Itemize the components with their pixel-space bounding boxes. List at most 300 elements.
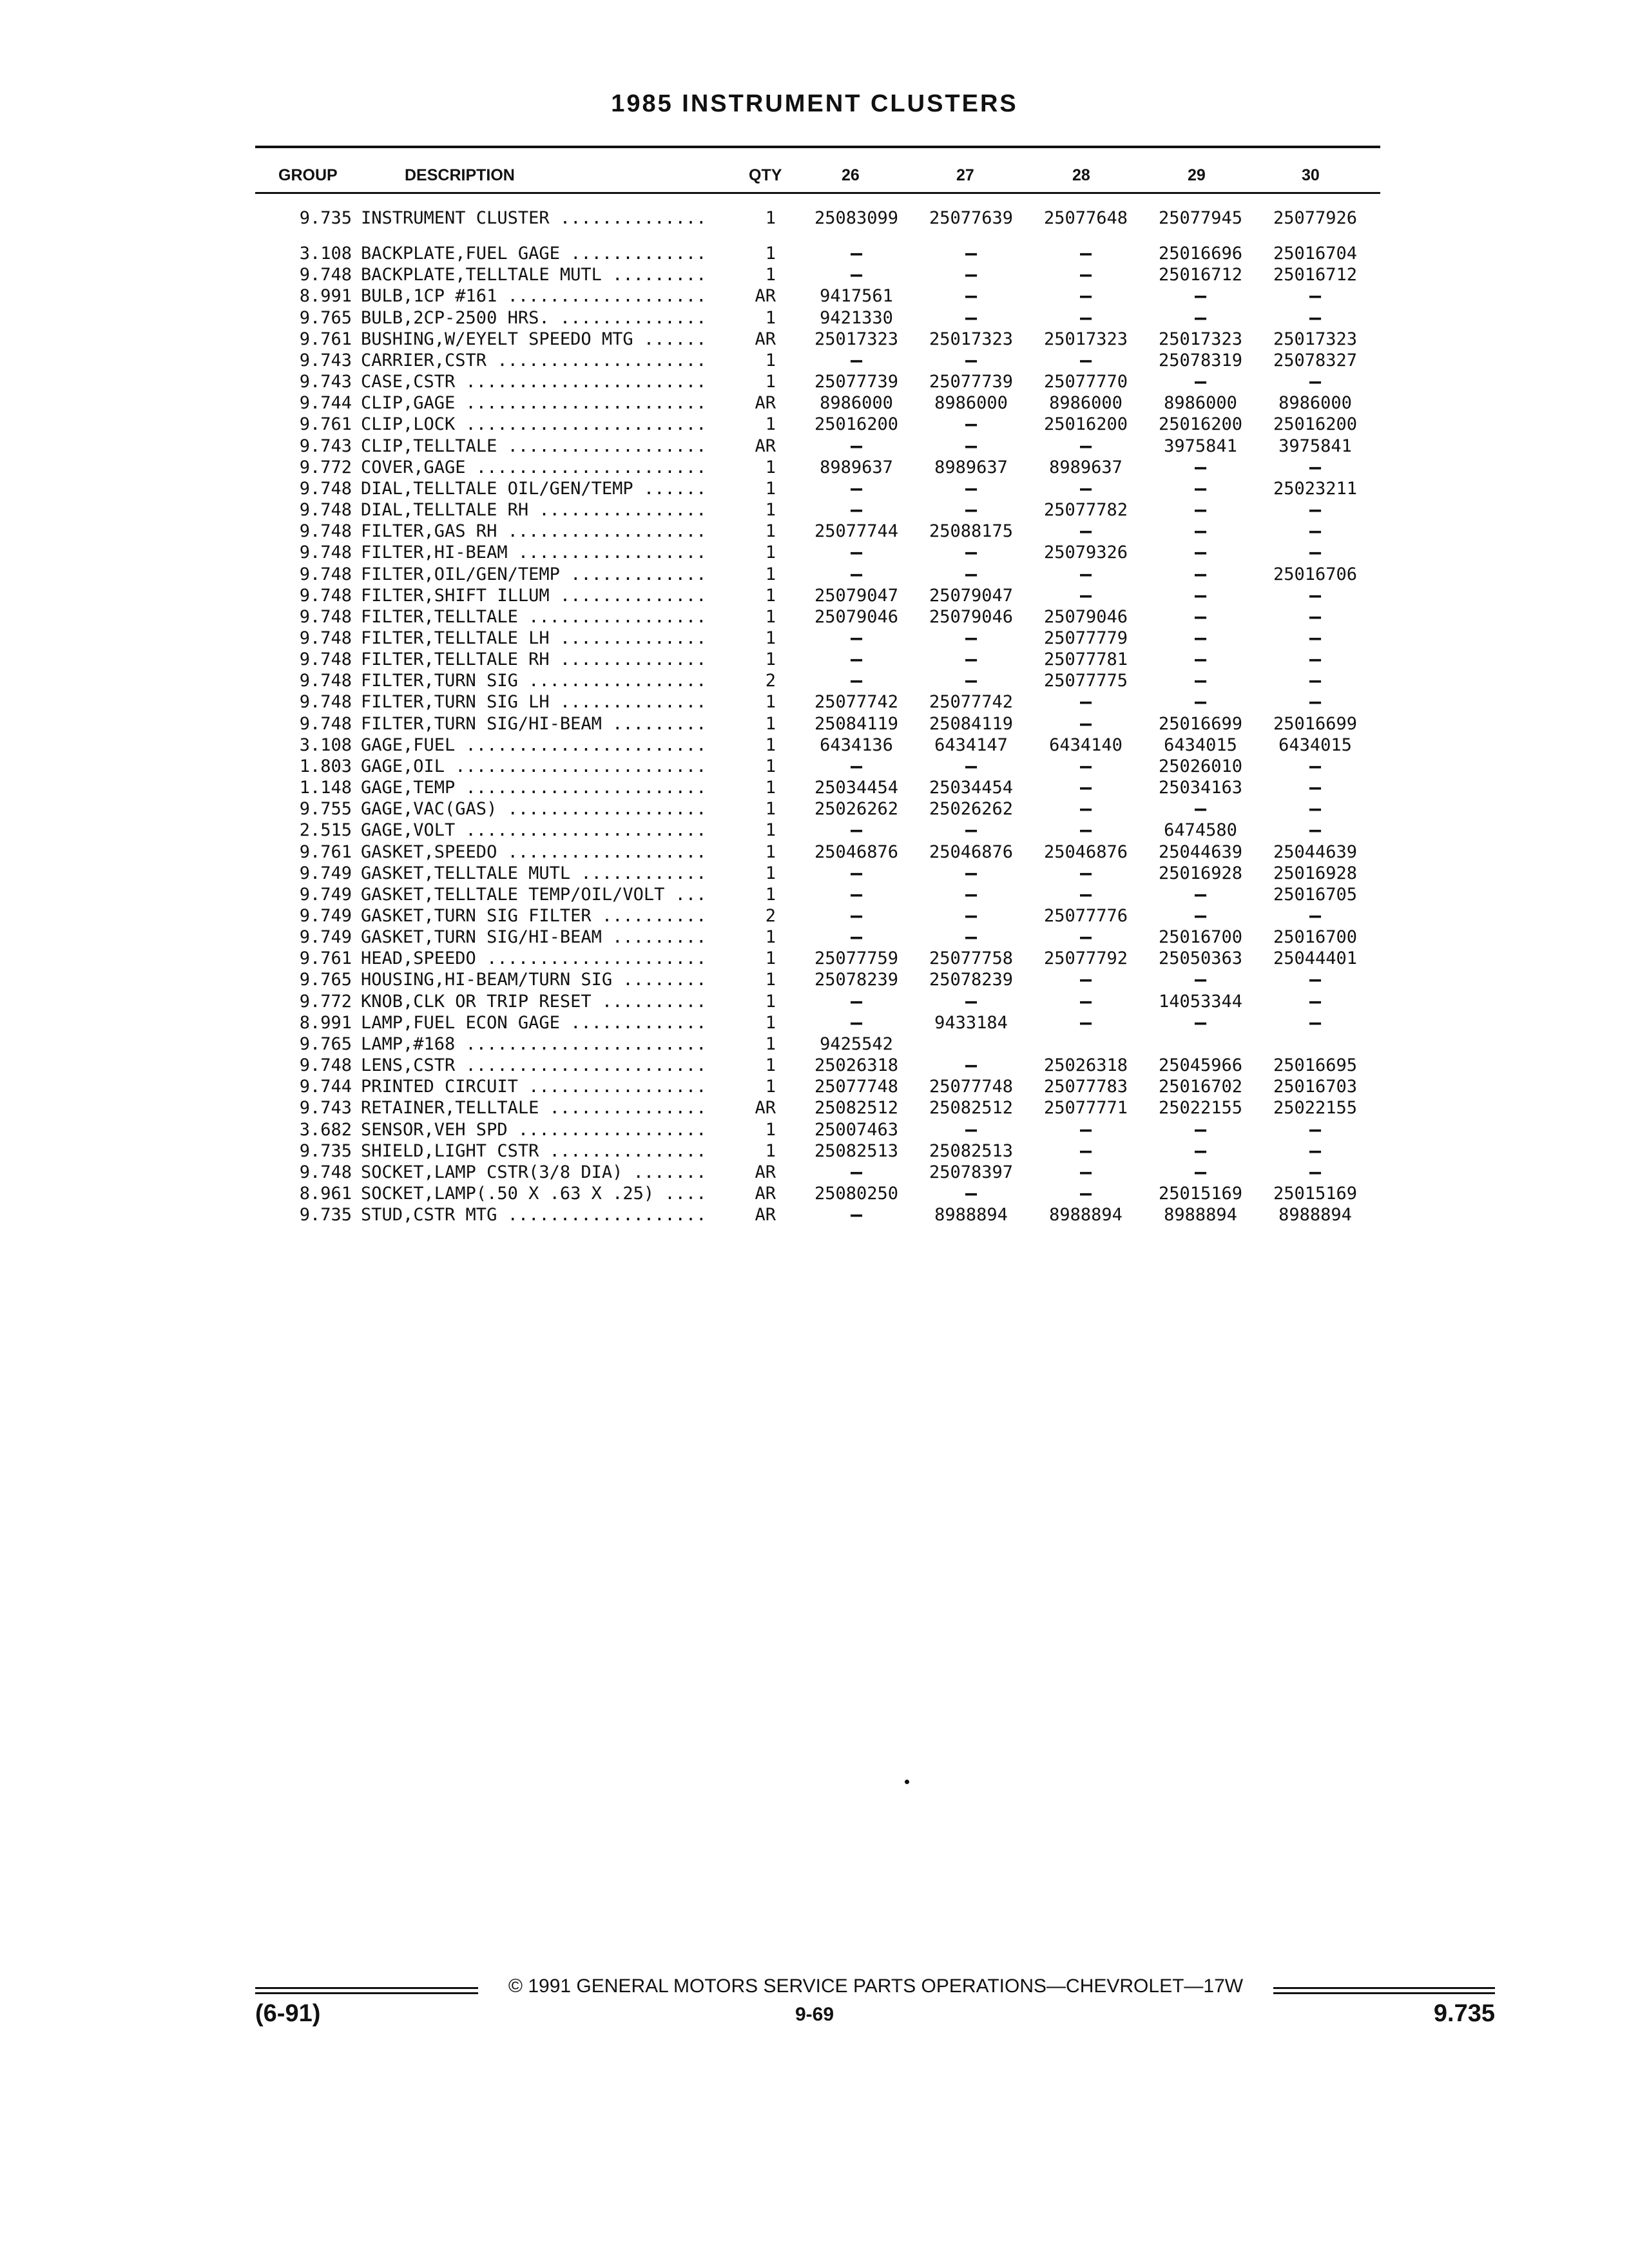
group-cell: 8.991 [299, 286, 352, 307]
description-cell: GASKET,TURN SIG/HI-BEAM ......... [361, 927, 707, 948]
footer-rule-left-lower [255, 1992, 478, 1994]
part-number-cell: 25077782 [1043, 500, 1128, 521]
header-bottom-rule [255, 192, 1380, 194]
group-cell: 2.515 [299, 820, 352, 841]
group-cell: 9.735 [299, 1205, 352, 1225]
page-number: 9-69 [795, 2004, 834, 2025]
part-number-cell: — [1079, 434, 1092, 457]
table-row [0, 991, 1629, 1012]
part-number-cell: — [1309, 776, 1322, 800]
table-row [0, 884, 1629, 905]
part-number-cell: — [1194, 798, 1207, 821]
part-number-cell: 25016200 [1158, 414, 1243, 435]
description-cell: FILTER,TURN SIG ................. [361, 671, 707, 691]
part-number-cell: 25016712 [1158, 265, 1243, 285]
table-row [0, 1119, 1629, 1140]
part-number-cell: — [1194, 605, 1207, 628]
group-cell: 9.748 [299, 649, 352, 670]
header-group: GROUP [278, 166, 338, 184]
qty-cell: 1 [747, 798, 776, 820]
group-cell: 3.108 [299, 735, 352, 755]
description-cell: RETAINER,TELLTALE ............... [361, 1098, 707, 1119]
group-cell: 3.108 [299, 244, 352, 264]
part-number-cell: 25077758 [929, 948, 1014, 969]
description-cell: SHIELD,LIGHT CSTR ............... [361, 1140, 707, 1161]
part-number-cell: 3975841 [1278, 436, 1352, 456]
part-number-cell: 25044639 [1273, 841, 1358, 862]
part-number-cell: — [1079, 776, 1092, 800]
description-cell: CLIP,GAGE ....................... [361, 393, 707, 414]
qty-cell: 1 [747, 414, 776, 435]
qty-cell: 1 [747, 841, 776, 863]
group-cell: 8.991 [299, 1012, 352, 1033]
part-number-cell: 25078239 [814, 970, 899, 990]
part-number-cell: 6434015 [1278, 735, 1352, 755]
part-number-cell: 25078319 [1158, 350, 1243, 370]
part-number-cell: 25007463 [814, 1119, 899, 1140]
part-number-cell: — [850, 990, 863, 1013]
part-number-cell: 25077770 [1043, 372, 1128, 392]
part-number-cell: — [1079, 754, 1092, 778]
qty-cell: 1 [747, 969, 776, 990]
part-number-cell: 25077748 [814, 1077, 899, 1097]
qty-cell: 1 [747, 521, 776, 542]
part-number-cell: 25082512 [929, 1098, 1014, 1119]
table-row [0, 1140, 1629, 1162]
part-number-cell: — [965, 754, 978, 778]
table-row [0, 307, 1629, 329]
part-number-cell: — [1079, 861, 1092, 885]
table-row [0, 1162, 1629, 1183]
footer-rule-right [1273, 1987, 1495, 1989]
qty-cell: 1 [747, 499, 776, 521]
part-number-cell: — [1194, 584, 1207, 607]
qty-cell: 1 [747, 542, 776, 563]
part-number-cell: — [965, 1054, 978, 1077]
part-number-cell: 25088175 [929, 521, 1014, 542]
part-number-cell: 25079046 [814, 606, 899, 627]
table-row [0, 585, 1629, 606]
qty-cell: 1 [747, 863, 776, 884]
part-number-cell: 25034163 [1158, 778, 1243, 798]
description-cell: GAGE,TEMP ....................... [361, 778, 707, 798]
part-number-cell: 25079047 [929, 585, 1014, 606]
part-number-cell: — [1194, 648, 1207, 671]
table-row [0, 436, 1629, 457]
description-cell: LAMP,FUEL ECON GAGE ............. [361, 1012, 707, 1033]
part-number-cell: — [965, 499, 978, 522]
table-row [0, 905, 1629, 927]
part-number-cell: — [965, 905, 978, 927]
table-row [0, 649, 1629, 670]
part-number-cell: 25034454 [814, 778, 899, 798]
group-cell: 9.743 [299, 1098, 352, 1119]
table-row [0, 478, 1629, 499]
part-number-cell: 25077742 [814, 692, 899, 713]
table-row [0, 628, 1629, 649]
part-number-cell: — [1309, 285, 1322, 308]
table-row [0, 756, 1629, 777]
part-number-cell: — [965, 626, 978, 649]
part-number-cell: 8986000 [1278, 393, 1352, 414]
group-cell: 9.749 [299, 927, 352, 948]
part-number-cell: 25026010 [1158, 756, 1243, 776]
qty-cell: 1 [747, 649, 776, 670]
part-number-cell: — [850, 861, 863, 885]
part-number-cell: 8986000 [820, 393, 893, 414]
part-number-cell: — [850, 819, 863, 842]
group-cell: 9.749 [299, 863, 352, 883]
part-number-cell: — [1309, 520, 1322, 543]
part-number-cell: — [1309, 541, 1322, 564]
table-row [0, 1097, 1629, 1119]
part-number-cell: 25080250 [814, 1184, 899, 1204]
description-cell: SOCKET,LAMP(.50 X .63 X .25) .... [361, 1184, 707, 1204]
part-number-cell: 25078327 [1273, 350, 1358, 370]
part-number-cell: 25016200 [814, 414, 899, 435]
group-cell: 9.748 [299, 585, 352, 606]
header-description: DESCRIPTION [405, 166, 515, 184]
part-number-cell: — [965, 926, 978, 949]
part-number-cell: 25022155 [1273, 1098, 1358, 1119]
part-number-cell: 25016704 [1273, 244, 1358, 264]
part-number-cell: 9433184 [934, 1012, 1008, 1033]
description-cell: GAGE,VAC(GAS) ................... [361, 799, 707, 820]
part-number-cell: 25077742 [929, 692, 1014, 713]
description-cell: GASKET,TELLTALE TEMP/OIL/VOLT ... [361, 884, 707, 905]
part-number-cell: — [1079, 883, 1092, 906]
part-number-cell: — [1194, 499, 1207, 522]
part-number-cell: 8986000 [1164, 393, 1237, 414]
part-number-cell: — [1194, 1011, 1207, 1034]
part-number-cell: — [965, 883, 978, 906]
qty-cell: 1 [747, 948, 776, 969]
part-number-cell: 25016695 [1273, 1055, 1358, 1076]
description-cell: BULB,2CP-2500 HRS. .............. [361, 307, 707, 328]
description-cell: BACKPLATE,FUEL GAGE ............. [361, 244, 707, 264]
part-number-cell: — [965, 648, 978, 671]
qty-cell: 2 [747, 670, 776, 691]
table-row [0, 670, 1629, 691]
table-row [0, 542, 1629, 563]
qty-cell: 1 [747, 1012, 776, 1033]
qty-cell: AR [747, 1097, 776, 1119]
part-number-cell: — [965, 285, 978, 308]
group-cell: 9.748 [299, 671, 352, 691]
qty-cell: 1 [747, 991, 776, 1012]
group-cell: 9.748 [299, 521, 352, 542]
qty-cell: AR [747, 392, 776, 414]
part-number-cell: 25077648 [1043, 208, 1128, 228]
table-row [0, 392, 1629, 414]
part-number-cell: 25077779 [1043, 628, 1128, 648]
description-cell: FILTER,TELLTALE RH .............. [361, 649, 707, 670]
part-number-cell: 25077639 [929, 208, 1014, 228]
part-number-cell: 25016705 [1273, 884, 1358, 905]
qty-cell: 1 [747, 371, 776, 392]
part-number-cell: — [1079, 264, 1092, 287]
part-number-cell: 25084119 [814, 713, 899, 734]
part-number-cell: — [1309, 626, 1322, 649]
part-number-cell: 25044401 [1273, 948, 1358, 969]
part-number-cell: 8988894 [1049, 1205, 1123, 1225]
part-number-cell: — [1079, 584, 1092, 607]
part-number-cell: 25016706 [1273, 564, 1358, 584]
group-cell: 9.743 [299, 350, 352, 370]
table-row [0, 1183, 1629, 1204]
part-number-cell: 25077759 [814, 948, 899, 969]
part-number-cell: — [1079, 691, 1092, 714]
part-number-cell: 14053344 [1158, 991, 1243, 1012]
part-number-cell: 25022155 [1158, 1098, 1243, 1119]
page-title: 1985 INSTRUMENT CLUSTERS [611, 90, 1018, 117]
group-cell: 9.735 [299, 208, 352, 228]
header-col-29: 29 [1188, 166, 1206, 184]
part-number-cell: — [1309, 754, 1322, 778]
part-number-cell: — [1194, 905, 1207, 927]
table-row [0, 1055, 1629, 1076]
part-number-cell: — [1079, 285, 1092, 308]
part-number-cell: 25016700 [1158, 927, 1243, 948]
part-number-cell: — [1079, 477, 1092, 500]
group-cell: 9.748 [299, 500, 352, 521]
part-number-cell: — [1194, 1139, 1207, 1162]
part-number-cell: 25077783 [1043, 1077, 1128, 1097]
part-number-cell: 25077771 [1043, 1098, 1128, 1119]
part-number-cell: 8988894 [1278, 1205, 1352, 1225]
part-number-cell: 8989637 [1049, 457, 1123, 477]
part-number-cell: 25016712 [1273, 265, 1358, 285]
part-number-cell: 25016703 [1273, 1077, 1358, 1097]
qty-cell: 1 [747, 884, 776, 905]
part-number-cell: — [850, 1160, 863, 1184]
part-number-cell: 25077776 [1043, 906, 1128, 926]
part-number-cell: — [965, 819, 978, 842]
description-cell: CLIP,TELLTALE ................... [361, 436, 707, 456]
description-cell: BUSHING,W/EYELT SPEEDO MTG ...... [361, 329, 707, 349]
qty-cell: 1 [747, 777, 776, 798]
description-cell: COVER,GAGE ...................... [361, 457, 707, 477]
group-cell: 9.748 [299, 265, 352, 285]
part-number-cell: 8988894 [1164, 1205, 1237, 1225]
section-number: 9.735 [1433, 2000, 1495, 2027]
part-number-cell: 25016200 [1043, 414, 1128, 435]
qty-cell: 1 [747, 691, 776, 713]
description-cell: FILTER,TELLTALE ................. [361, 606, 707, 627]
table-row [0, 264, 1629, 285]
part-number-cell: 25079046 [1043, 606, 1128, 627]
part-number-cell: 25017323 [1273, 329, 1358, 349]
qty-cell: 1 [747, 1076, 776, 1097]
part-number-cell: 25046876 [1043, 841, 1128, 862]
part-number-cell: — [1079, 1139, 1092, 1162]
table-row [0, 691, 1629, 713]
part-number-cell: 9417561 [820, 286, 893, 307]
part-number-cell: — [1194, 520, 1207, 543]
part-number-cell: 25016699 [1273, 713, 1358, 734]
qty-cell: 1 [747, 1033, 776, 1055]
part-number-cell: — [850, 926, 863, 949]
part-number-cell: 6434140 [1049, 735, 1123, 755]
description-cell: KNOB,CLK OR TRIP RESET .......... [361, 991, 707, 1012]
description-cell: DIAL,TELLTALE RH ................ [361, 500, 707, 521]
part-number-cell: — [1309, 968, 1322, 992]
group-cell: 9.743 [299, 436, 352, 456]
part-number-cell: 6434136 [820, 735, 893, 755]
description-cell: HOUSING,HI-BEAM/TURN SIG ........ [361, 970, 707, 990]
part-number-cell: — [1194, 883, 1207, 906]
header-top-rule [255, 146, 1380, 148]
table-row [0, 863, 1629, 884]
part-number-cell: — [1079, 520, 1092, 543]
part-number-cell: 25016702 [1158, 1077, 1243, 1097]
table-row [0, 207, 1629, 229]
description-cell: SENSOR,VEH SPD .................. [361, 1119, 707, 1140]
qty-cell: 1 [747, 1119, 776, 1140]
qty-cell: 1 [747, 478, 776, 499]
part-number-cell: — [965, 541, 978, 564]
part-number-cell: 25082513 [814, 1140, 899, 1161]
description-cell: FILTER,GAS RH ................... [361, 521, 707, 542]
part-number-cell: 25079046 [929, 606, 1014, 627]
part-number-cell: 25079326 [1043, 543, 1128, 563]
part-number-cell: — [1194, 1118, 1207, 1141]
table-row [0, 1012, 1629, 1033]
table-row [0, 777, 1629, 798]
part-number-cell: — [1194, 669, 1207, 693]
table-row [0, 521, 1629, 542]
qty-cell: 1 [747, 207, 776, 229]
part-number-cell: 25079047 [814, 585, 899, 606]
group-cell: 8.961 [299, 1184, 352, 1204]
qty-cell: 1 [747, 628, 776, 649]
part-number-cell: 25026318 [814, 1055, 899, 1076]
group-cell: 9.744 [299, 1077, 352, 1097]
part-number-cell: 8989637 [820, 457, 893, 477]
part-number-cell: — [1079, 968, 1092, 992]
part-number-cell: 25017323 [929, 329, 1014, 349]
group-cell: 9.748 [299, 692, 352, 713]
part-number-cell: 25015169 [1273, 1184, 1358, 1204]
part-number-cell: 25077781 [1043, 649, 1128, 670]
part-number-cell: — [1194, 370, 1207, 394]
part-number-cell: — [965, 477, 978, 500]
part-number-cell: — [1309, 605, 1322, 628]
part-number-cell: — [1309, 370, 1322, 394]
part-number-cell: — [850, 883, 863, 906]
part-number-cell: — [1079, 562, 1092, 586]
part-number-cell: 25017323 [1158, 329, 1243, 349]
table-row [0, 713, 1629, 735]
description-cell: BACKPLATE,TELLTALE MUTL ......... [361, 265, 707, 285]
qty-cell: 1 [747, 756, 776, 777]
date-code: (6-91) [255, 2000, 321, 2027]
part-number-cell: 25082513 [929, 1140, 1014, 1161]
part-number-cell: — [1194, 1160, 1207, 1184]
part-number-cell: — [965, 1182, 978, 1206]
part-number-cell: 25017323 [814, 329, 899, 349]
part-number-cell: — [965, 413, 978, 436]
part-number-cell: — [1309, 1139, 1322, 1162]
part-number-cell: — [1079, 712, 1092, 735]
group-cell: 9.735 [299, 1140, 352, 1161]
part-number-cell: 9421330 [820, 307, 893, 328]
part-number-cell: 8986000 [934, 393, 1008, 414]
part-number-cell: — [1309, 669, 1322, 693]
description-cell: STUD,CSTR MTG ................... [361, 1205, 707, 1225]
part-number-cell: — [965, 306, 978, 329]
table-row [0, 969, 1629, 990]
part-number-cell: 6434015 [1164, 735, 1237, 755]
part-number-cell: 25078397 [929, 1162, 1014, 1182]
group-cell: 9.748 [299, 713, 352, 734]
qty-cell: 1 [747, 585, 776, 606]
part-number-cell: — [850, 754, 863, 778]
part-number-cell: 25016696 [1158, 244, 1243, 264]
part-number-cell: — [850, 264, 863, 287]
part-number-cell: — [965, 242, 978, 265]
part-number-cell: 25045966 [1158, 1055, 1243, 1076]
part-number-cell: — [850, 1011, 863, 1034]
qty-cell: 1 [747, 1055, 776, 1076]
footer-rule-left [255, 1987, 478, 1989]
qty-cell: 1 [747, 264, 776, 285]
table-row [0, 735, 1629, 756]
table-row [0, 371, 1629, 392]
group-cell: 9.748 [299, 1162, 352, 1182]
header-col-30: 30 [1302, 166, 1320, 184]
qty-cell: 1 [747, 1140, 776, 1162]
part-number-cell: — [1194, 968, 1207, 992]
description-cell: LENS,CSTR ....................... [361, 1055, 707, 1076]
part-number-cell: — [1194, 626, 1207, 649]
part-number-cell: 25082512 [814, 1098, 899, 1119]
description-cell: FILTER,TURN SIG/HI-BEAM ......... [361, 713, 707, 734]
part-number-cell: — [1194, 541, 1207, 564]
stray-dot [905, 1780, 909, 1784]
group-cell: 9.761 [299, 329, 352, 349]
table-row [0, 243, 1629, 264]
part-number-cell: — [1309, 584, 1322, 607]
group-cell: 9.748 [299, 564, 352, 584]
part-number-cell: — [850, 349, 863, 372]
part-number-cell: — [850, 669, 863, 693]
copyright-line: © 1991 GENERAL MOTORS SERVICE PARTS OPERATIONS—CHEVROLET—17W [508, 1975, 1244, 1997]
description-cell: CASE,CSTR ....................... [361, 372, 707, 392]
description-cell: GASKET,TURN SIG FILTER .......... [361, 906, 707, 926]
part-number-cell: — [965, 1118, 978, 1141]
group-cell: 9.755 [299, 799, 352, 820]
part-number-cell: — [850, 905, 863, 927]
part-number-cell: 25046876 [814, 841, 899, 862]
part-number-cell: — [965, 264, 978, 287]
qty-cell: AR [747, 1162, 776, 1183]
group-cell: 1.148 [299, 778, 352, 798]
table-row [0, 329, 1629, 350]
description-cell: FILTER,TURN SIG LH .............. [361, 692, 707, 713]
qty-cell: 1 [747, 564, 776, 585]
qty-cell: 1 [747, 457, 776, 478]
table-row [0, 499, 1629, 521]
qty-cell: 1 [747, 713, 776, 735]
description-cell: FILTER,HI-BEAM .................. [361, 543, 707, 563]
footer-rule-right-lower [1273, 1992, 1495, 1994]
description-cell: GAGE,OIL ........................ [361, 756, 707, 776]
part-number-cell: — [1079, 349, 1092, 372]
part-number-cell: — [965, 669, 978, 693]
part-number-cell: — [1309, 1160, 1322, 1184]
description-cell: GASKET,SPEEDO ................... [361, 841, 707, 862]
